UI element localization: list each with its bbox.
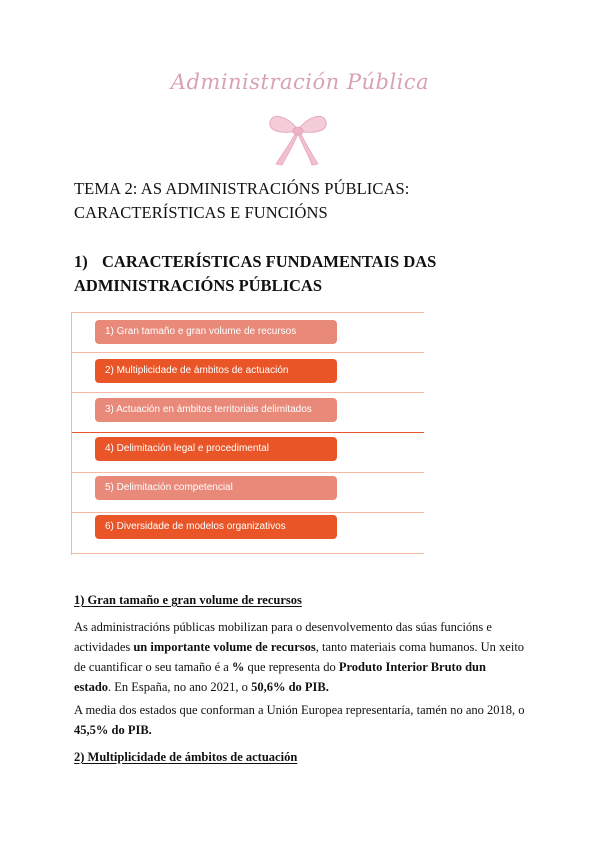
paragraph-text: . En España, no ano 2021, o xyxy=(108,680,252,694)
diagram-item: 6) Diversidade de modelos organizativos xyxy=(95,515,337,539)
diagram-item: 2) Multiplicidade de ámbitos de actuación xyxy=(95,359,337,383)
paragraph-bold: 45,5% do PIB. xyxy=(74,723,152,737)
document-title-line: CARACTERÍSTICAS E FUNCIÓNS xyxy=(74,203,328,222)
diagram-divider xyxy=(72,352,424,353)
paragraph-bold: un importante volume de recursos xyxy=(133,640,316,654)
paragraph-bold: Produto Interior Bruto dun estado xyxy=(74,660,486,694)
diagram-divider xyxy=(72,432,424,433)
paragraph xyxy=(74,617,526,697)
paragraph-text: A media dos estados que conforman a Unión Europea representaría, tamén no ano 2018, o xyxy=(74,703,525,717)
diagram-divider xyxy=(72,472,424,473)
section-number: 1) xyxy=(74,252,88,271)
paragraph-text: que representa do xyxy=(244,660,339,674)
ribbon-bow-icon xyxy=(262,104,334,168)
subsection-heading: 2) Multiplicidade de ámbitos de actuación xyxy=(74,750,298,764)
brand-title: Administración Pública xyxy=(170,70,430,94)
diagram-item: 3) Actuación en ámbitos territoriais delimitados xyxy=(95,398,337,422)
paragraph xyxy=(74,700,526,740)
diagram-item: 1) Gran tamaño e gran volume de recursos xyxy=(95,320,337,344)
diagram-divider xyxy=(72,512,424,513)
diagram-divider xyxy=(72,392,424,393)
diagram-divider xyxy=(72,553,424,554)
section-heading-text: CARACTERÍSTICAS FUNDAMENTAIS DAS xyxy=(102,252,437,271)
diagram-item: 5) Delimitación competencial xyxy=(95,476,337,500)
paragraph-bold: % xyxy=(231,660,245,674)
diagram-item: 4) Delimitación legal e procedimental xyxy=(95,437,337,461)
section-heading-line: ADMINISTRACIÓNS PÚBLICAS xyxy=(74,276,322,295)
diagram-divider xyxy=(72,312,424,313)
paragraph-text: , tanto materiais coma humanos. Un xeito de cuantificar o seu tamaño é a xyxy=(74,640,525,674)
characteristics-diagram xyxy=(71,312,424,555)
section-heading-line xyxy=(74,250,534,274)
section-heading xyxy=(74,250,534,298)
document-title-line: TEMA 2: AS ADMINISTRACIÓNS PÚBLICAS: xyxy=(74,179,410,198)
document-title xyxy=(74,177,534,225)
subsection-heading: 1) Gran tamaño e gran volume de recursos xyxy=(74,593,302,607)
paragraph-bold: 50,6% do PIB. xyxy=(251,680,329,694)
paragraph-text: As administracións públicas mobilizan para o desenvolvemento das súas funcións e actividades xyxy=(74,620,492,654)
